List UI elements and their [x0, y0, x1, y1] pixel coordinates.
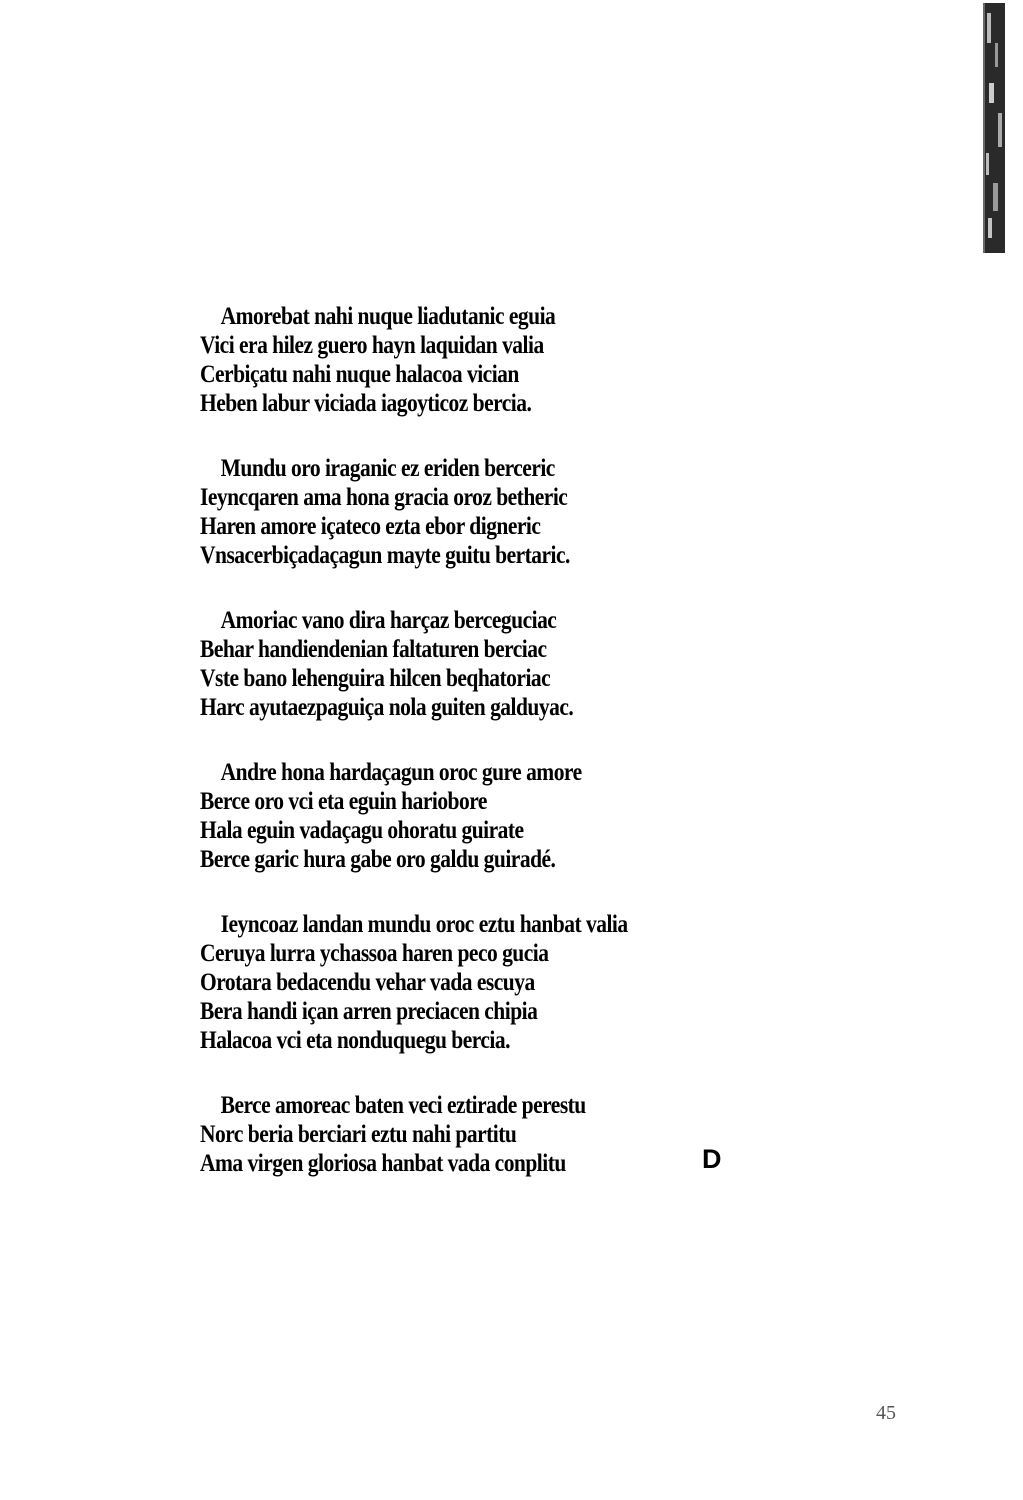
page-number: 45 — [876, 1402, 896, 1424]
verse-line: Berce amoreac baten veci eztirade perestu — [220, 1092, 586, 1119]
stanza — [200, 758, 800, 874]
verse-line: Heben labur viciada iagoyticoz bercia. — [200, 390, 532, 417]
poem-text — [200, 302, 800, 1214]
verse-line: Ieyncqaren ama hona gracia oroz betheric — [200, 484, 568, 511]
verse-line: Haren amore içateco ezta ebor digneric — [200, 513, 541, 540]
verse-line: Vste bano lehenguira hilcen beqhatoriac — [200, 665, 551, 692]
verse-line: Norc beria berciari eztu nahi partitu — [200, 1121, 517, 1148]
verse-line: Hala eguin vadaçagu ohoratu guirate — [200, 817, 524, 844]
verse-line: Ama virgen gloriosa hanbat vada conplitu — [200, 1150, 566, 1177]
verse-line: Amorebat nahi nuque liadutanic eguia — [220, 303, 556, 330]
verse-line: Berce garic hura gabe oro galdu guiradé. — [200, 846, 556, 873]
verse-line: Behar handiendenian faltaturen berciac — [200, 636, 547, 663]
verse-line: Bera handi içan arren preciacen chipia — [200, 998, 538, 1025]
verse-line: Harc ayutaezpaguiça nola guiten galduyac. — [200, 694, 574, 721]
stanza — [200, 302, 800, 418]
page-edge-scan-artifact — [983, 3, 1007, 253]
stanza — [200, 454, 800, 570]
stanza — [200, 910, 800, 1055]
verse-line: Orotara bedacendu vehar vada escuya — [200, 969, 535, 996]
verse-line: Cerbiçatu nahi nuque halacoa vician — [200, 361, 519, 388]
verse-line: Vnsacerbiçadaçagun mayte guitu bertaric. — [200, 542, 570, 569]
verse-line: Ceruya lurra ychassoa haren peco gucia — [200, 940, 549, 967]
verse-line: Berce oro vci eta eguin hariobore — [200, 788, 487, 815]
catchword: D — [702, 1144, 722, 1174]
verse-line: Mundu oro iraganic ez eriden berceric — [220, 455, 555, 482]
verse-line: Halacoa vci eta nonduquegu bercia. — [200, 1027, 510, 1054]
verse-line: Amoriac vano dira harçaz berceguciac — [220, 607, 557, 634]
verse-line: Andre hona hardaçagun oroc gure amore — [220, 759, 582, 786]
verse-line: Ieyncoaz landan mundu oroc eztu hanbat valia — [220, 911, 628, 938]
stanza — [200, 606, 800, 722]
verse-line: Vici era hilez guero hayn laquidan valia — [200, 332, 544, 359]
